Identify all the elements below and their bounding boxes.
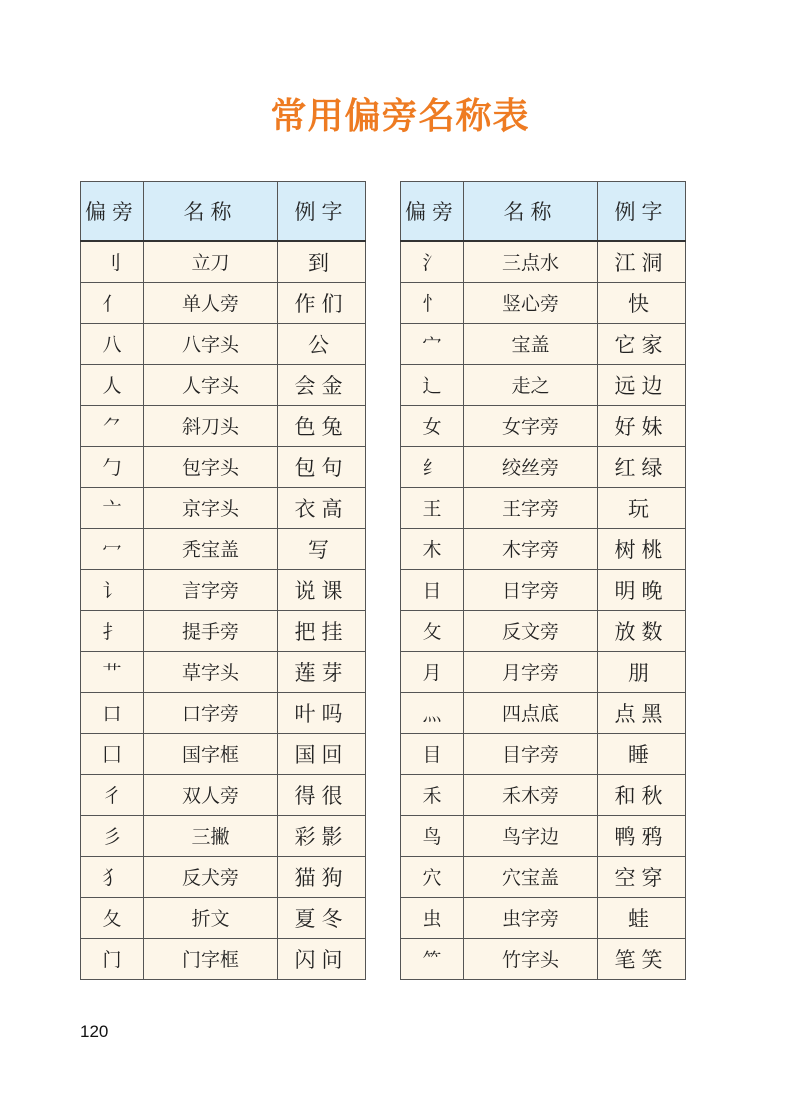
example-cell: 快 bbox=[598, 282, 686, 323]
radical-cell: 忄 bbox=[401, 282, 464, 323]
example-cell: 玩 bbox=[598, 487, 686, 528]
name-cell: 宝盖 bbox=[464, 323, 598, 364]
radical-cell: 门 bbox=[81, 938, 144, 979]
radical-cell: 夂 bbox=[81, 897, 144, 938]
table-row bbox=[401, 856, 686, 897]
radical-cell: 八 bbox=[81, 323, 144, 364]
name-cell: 女字旁 bbox=[464, 405, 598, 446]
name-cell: 秃宝盖 bbox=[144, 528, 278, 569]
table-row bbox=[81, 569, 366, 610]
radical-cell: 讠 bbox=[81, 569, 144, 610]
header-name: 名称 bbox=[464, 182, 598, 242]
table-row bbox=[81, 815, 366, 856]
name-cell: 走之 bbox=[464, 364, 598, 405]
name-cell: 绞丝旁 bbox=[464, 446, 598, 487]
table-row bbox=[81, 938, 366, 979]
name-cell: 竹字头 bbox=[464, 938, 598, 979]
example-cell: 远边 bbox=[598, 364, 686, 405]
name-cell: 三撇 bbox=[144, 815, 278, 856]
radical-cell: 艹 bbox=[81, 651, 144, 692]
example-cell: 和秋 bbox=[598, 774, 686, 815]
table-header-row bbox=[401, 182, 686, 242]
name-cell: 竖心旁 bbox=[464, 282, 598, 323]
name-cell: 立刀 bbox=[144, 241, 278, 282]
table-row bbox=[401, 692, 686, 733]
radical-cell: 月 bbox=[401, 651, 464, 692]
header-example: 例字 bbox=[598, 182, 686, 242]
radical-cell: 穴 bbox=[401, 856, 464, 897]
radical-cell: 鸟 bbox=[401, 815, 464, 856]
radical-cell: 纟 bbox=[401, 446, 464, 487]
name-cell: 单人旁 bbox=[144, 282, 278, 323]
example-cell: 会金 bbox=[278, 364, 366, 405]
name-cell: 门字框 bbox=[144, 938, 278, 979]
example-cell: 好妹 bbox=[598, 405, 686, 446]
example-cell: 写 bbox=[278, 528, 366, 569]
radical-cell: 冖 bbox=[81, 528, 144, 569]
name-cell: 国字框 bbox=[144, 733, 278, 774]
table-row bbox=[81, 610, 366, 651]
radical-cell: 日 bbox=[401, 569, 464, 610]
table-row bbox=[81, 487, 366, 528]
example-cell: 它家 bbox=[598, 323, 686, 364]
table-row bbox=[401, 487, 686, 528]
radical-cell: 女 bbox=[401, 405, 464, 446]
example-cell: 叶吗 bbox=[278, 692, 366, 733]
radical-cell: 辶 bbox=[401, 364, 464, 405]
table-row bbox=[401, 241, 686, 282]
table-row bbox=[401, 364, 686, 405]
radical-cell: 虫 bbox=[401, 897, 464, 938]
table-row bbox=[81, 774, 366, 815]
table-row bbox=[81, 446, 366, 487]
table-row bbox=[401, 774, 686, 815]
example-cell: 到 bbox=[278, 241, 366, 282]
radical-cell: 亠 bbox=[81, 487, 144, 528]
example-cell: 衣高 bbox=[278, 487, 366, 528]
example-cell: 明晚 bbox=[598, 569, 686, 610]
table-row bbox=[81, 364, 366, 405]
table-row bbox=[81, 856, 366, 897]
example-cell: 放数 bbox=[598, 610, 686, 651]
example-cell: 空穿 bbox=[598, 856, 686, 897]
example-cell: 色兔 bbox=[278, 405, 366, 446]
example-cell: 公 bbox=[278, 323, 366, 364]
name-cell: 包字头 bbox=[144, 446, 278, 487]
name-cell: 斜刀头 bbox=[144, 405, 278, 446]
radical-cell: 灬 bbox=[401, 692, 464, 733]
table-row bbox=[401, 897, 686, 938]
radical-cell: 彳 bbox=[81, 774, 144, 815]
name-cell: 京字头 bbox=[144, 487, 278, 528]
example-cell: 猫狗 bbox=[278, 856, 366, 897]
table-row bbox=[81, 528, 366, 569]
table-row bbox=[81, 405, 366, 446]
name-cell: 口字旁 bbox=[144, 692, 278, 733]
example-cell: 江洞 bbox=[598, 241, 686, 282]
name-cell: 木字旁 bbox=[464, 528, 598, 569]
header-name: 名称 bbox=[144, 182, 278, 242]
name-cell: 折文 bbox=[144, 897, 278, 938]
radical-cell: 王 bbox=[401, 487, 464, 528]
radical-cell: 人 bbox=[81, 364, 144, 405]
example-cell: 蛙 bbox=[598, 897, 686, 938]
radical-table-left bbox=[80, 181, 366, 980]
radical-table-right bbox=[400, 181, 686, 980]
name-cell: 反文旁 bbox=[464, 610, 598, 651]
name-cell: 八字头 bbox=[144, 323, 278, 364]
example-cell: 把挂 bbox=[278, 610, 366, 651]
example-cell: 闪问 bbox=[278, 938, 366, 979]
example-cell: 彩影 bbox=[278, 815, 366, 856]
table-row bbox=[81, 241, 366, 282]
table-body-right bbox=[401, 241, 686, 979]
name-cell: 双人旁 bbox=[144, 774, 278, 815]
name-cell: 言字旁 bbox=[144, 569, 278, 610]
table-row bbox=[401, 569, 686, 610]
name-cell: 日字旁 bbox=[464, 569, 598, 610]
radical-cell: 木 bbox=[401, 528, 464, 569]
radical-cell: 口 bbox=[81, 692, 144, 733]
radical-cell: 氵 bbox=[401, 241, 464, 282]
table-body-left bbox=[81, 241, 366, 979]
name-cell: 人字头 bbox=[144, 364, 278, 405]
radical-cell: 刂 bbox=[81, 241, 144, 282]
name-cell: 反犬旁 bbox=[144, 856, 278, 897]
table-header-row bbox=[81, 182, 366, 242]
radical-cell: 禾 bbox=[401, 774, 464, 815]
table-row bbox=[401, 733, 686, 774]
example-cell: 莲芽 bbox=[278, 651, 366, 692]
page-number: 120 bbox=[80, 1022, 109, 1041]
name-cell: 三点水 bbox=[464, 241, 598, 282]
example-cell: 作们 bbox=[278, 282, 366, 323]
table-row bbox=[81, 651, 366, 692]
example-cell: 国回 bbox=[278, 733, 366, 774]
table-row bbox=[401, 528, 686, 569]
name-cell: 虫字旁 bbox=[464, 897, 598, 938]
example-cell: 树桃 bbox=[598, 528, 686, 569]
example-cell: 夏冬 bbox=[278, 897, 366, 938]
table-row bbox=[401, 815, 686, 856]
name-cell: 禾木旁 bbox=[464, 774, 598, 815]
name-cell: 目字旁 bbox=[464, 733, 598, 774]
header-example: 例字 bbox=[278, 182, 366, 242]
table-row bbox=[401, 282, 686, 323]
radical-cell: 宀 bbox=[401, 323, 464, 364]
table-row bbox=[81, 733, 366, 774]
name-cell: 王字旁 bbox=[464, 487, 598, 528]
name-cell: 月字旁 bbox=[464, 651, 598, 692]
table-row bbox=[401, 405, 686, 446]
header-radical: 偏旁 bbox=[81, 182, 144, 242]
page-title: 常用偏旁名称表 bbox=[270, 95, 530, 137]
table-row bbox=[81, 897, 366, 938]
example-cell: 得很 bbox=[278, 774, 366, 815]
name-cell: 草字头 bbox=[144, 651, 278, 692]
radical-cell: 攵 bbox=[401, 610, 464, 651]
radical-cell: 囗 bbox=[81, 733, 144, 774]
table-row bbox=[81, 323, 366, 364]
table-row bbox=[81, 692, 366, 733]
table-row bbox=[401, 323, 686, 364]
radical-cell: 亻 bbox=[81, 282, 144, 323]
example-cell: 点黑 bbox=[598, 692, 686, 733]
example-cell: 包句 bbox=[278, 446, 366, 487]
radical-cell: ⺈ bbox=[81, 405, 144, 446]
header-radical: 偏旁 bbox=[401, 182, 464, 242]
table-row bbox=[81, 282, 366, 323]
table-row bbox=[401, 938, 686, 979]
radical-cell: 犭 bbox=[81, 856, 144, 897]
table-row bbox=[401, 610, 686, 651]
name-cell: 四点底 bbox=[464, 692, 598, 733]
example-cell: 笔笑 bbox=[598, 938, 686, 979]
example-cell: 鸭鸦 bbox=[598, 815, 686, 856]
example-cell: 朋 bbox=[598, 651, 686, 692]
name-cell: 穴宝盖 bbox=[464, 856, 598, 897]
radical-cell: 勹 bbox=[81, 446, 144, 487]
radical-cell: 目 bbox=[401, 733, 464, 774]
example-cell: 睡 bbox=[598, 733, 686, 774]
table-row bbox=[401, 446, 686, 487]
name-cell: 鸟字边 bbox=[464, 815, 598, 856]
radical-cell: ⺮ bbox=[401, 938, 464, 979]
radical-cell: 扌 bbox=[81, 610, 144, 651]
table-row bbox=[401, 651, 686, 692]
radical-cell: 彡 bbox=[81, 815, 144, 856]
example-cell: 说课 bbox=[278, 569, 366, 610]
name-cell: 提手旁 bbox=[144, 610, 278, 651]
example-cell: 红绿 bbox=[598, 446, 686, 487]
